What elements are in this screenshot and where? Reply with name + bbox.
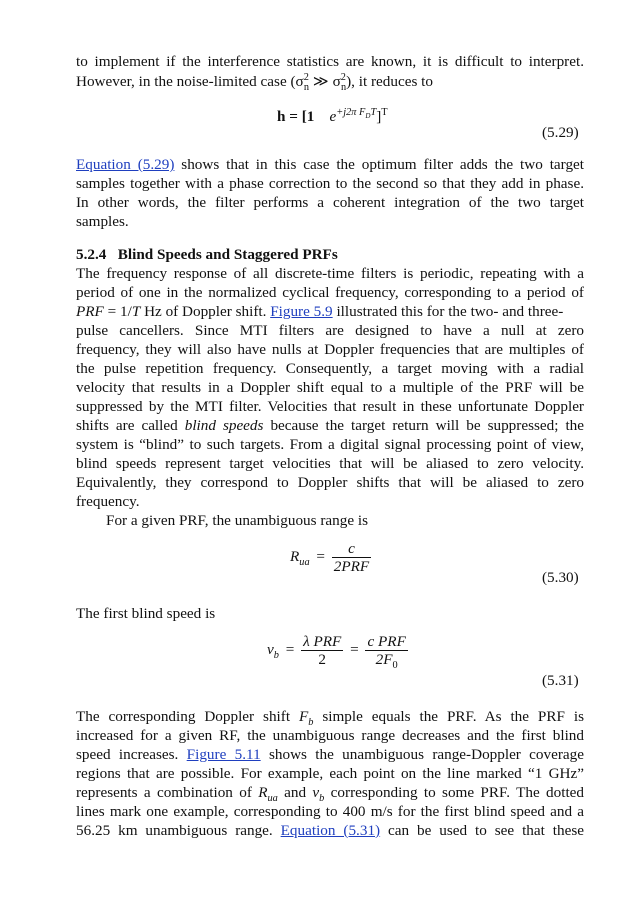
equation-5-31-link[interactable]: Equation (5.31) xyxy=(280,822,381,839)
paragraph-line: system is “blind” to such targets. From a digital signal processing point of view, xyxy=(76,436,584,453)
paragraph-line: period of one in the normalized cyclical frequency, corresponding to a period of xyxy=(76,284,584,301)
figure-5-9-link[interactable]: Figure 5.9 xyxy=(270,303,333,320)
paragraph-line: the pulse repetition frequency. Consequently, a target moving with a radial xyxy=(76,360,584,377)
paragraph-line: speed increases. Figure 5.11 shows the unambiguous range-Doppler coverage xyxy=(76,746,584,763)
paragraph-line: blind speeds represent target velocities that will be aliased to zero velocity. xyxy=(76,455,584,472)
paragraph-line: In other words, the filter performs a coherent integration of the two target xyxy=(76,194,584,211)
paragraph-line: frequency. xyxy=(76,493,140,510)
paragraph-line: For a given PRF, the unambiguous range is xyxy=(106,512,369,529)
paragraph-line: However, in the noise-limited case ($\sigma^2_n$ ≫ $\sigma^2_n$), it reduces to xyxy=(76,71,433,94)
paragraph-line: 56.25 km unambiguous range. Equation (5.31) can be used to see that these xyxy=(76,822,584,839)
paragraph-line: Equivalently, they correspond to Doppler shifts that will be aliased to zero xyxy=(76,474,584,491)
paragraph-line: Equation (5.29) shows that in this case the optimum filter adds the two target xyxy=(76,156,584,173)
equation-number: (5.30) xyxy=(542,569,579,586)
paragraph-line: suppressed by the MTI filter. Velocities that result in these unfortunate Doppler xyxy=(76,398,584,415)
paragraph-line: samples together with a phase correction to the second so that they add in phase. xyxy=(76,175,584,192)
equation-5-29-link[interactable]: Equation (5.29) xyxy=(76,156,175,173)
paragraph-line: pulse cancellers. Since MTI filters are designed to have a null at zero xyxy=(76,322,584,339)
equation-5-31: $v_b$ = $\frac{\text{λ PRF}}{2}$ = $\frac{\text{c PRF}}{2F_0}$ xyxy=(267,633,406,672)
paragraph-line: frequency, they will also have nulls at Doppler frequencies that are multiples of xyxy=(76,341,584,358)
equation-5-30: $R_{ua}$ = $\frac{c}{\text{2PRF}}$ xyxy=(290,540,370,575)
section-heading: 5.2.4 Blind Speeds and Staggered PRFs xyxy=(76,246,338,263)
paragraph-line: PRF = 1/T Hz of Doppler shift. Figure 5.9 illustrated this for the two- and three- xyxy=(76,303,564,320)
paragraph-line: The first blind speed is xyxy=(76,605,216,622)
equation-5-29: h = [1 $e^{+j2\pi F_DT}]^T$ xyxy=(277,106,388,125)
paragraph-line: regions that are possible. For example, each point on the line marked “1 GHz” xyxy=(76,765,584,782)
paragraph-line: shifts are called blind speeds because the target return will be suppressed; the xyxy=(76,417,584,434)
paragraph-line: samples. xyxy=(76,213,129,230)
paragraph-line: increased for a given RF, the unambiguous range decreases and the first blind xyxy=(76,727,584,744)
equation-number: (5.29) xyxy=(542,124,579,141)
paragraph-line: represents a combination of $R_{ua}$ and $v_b$ corresponding to some PRF. The dotted xyxy=(76,784,584,805)
figure-5-11-link[interactable]: Figure 5.11 xyxy=(186,746,261,763)
equation-number: (5.31) xyxy=(542,672,579,689)
paragraph-line: to implement if the interference statistics are known, it is difficult to interpret. xyxy=(76,53,584,70)
paragraph-line: The frequency response of all discrete-time filters is periodic, repeating with a xyxy=(76,265,584,282)
paragraph-line: The corresponding Doppler shift $F_b$ simple equals the PRF. As the PRF is xyxy=(76,708,585,729)
paragraph-line: lines mark one example, corresponding to 400 m/s for the first blind speed and a xyxy=(76,803,584,820)
paragraph-line: velocity that results in a Doppler shift equal to a multiple of the PRF will be xyxy=(76,379,584,396)
